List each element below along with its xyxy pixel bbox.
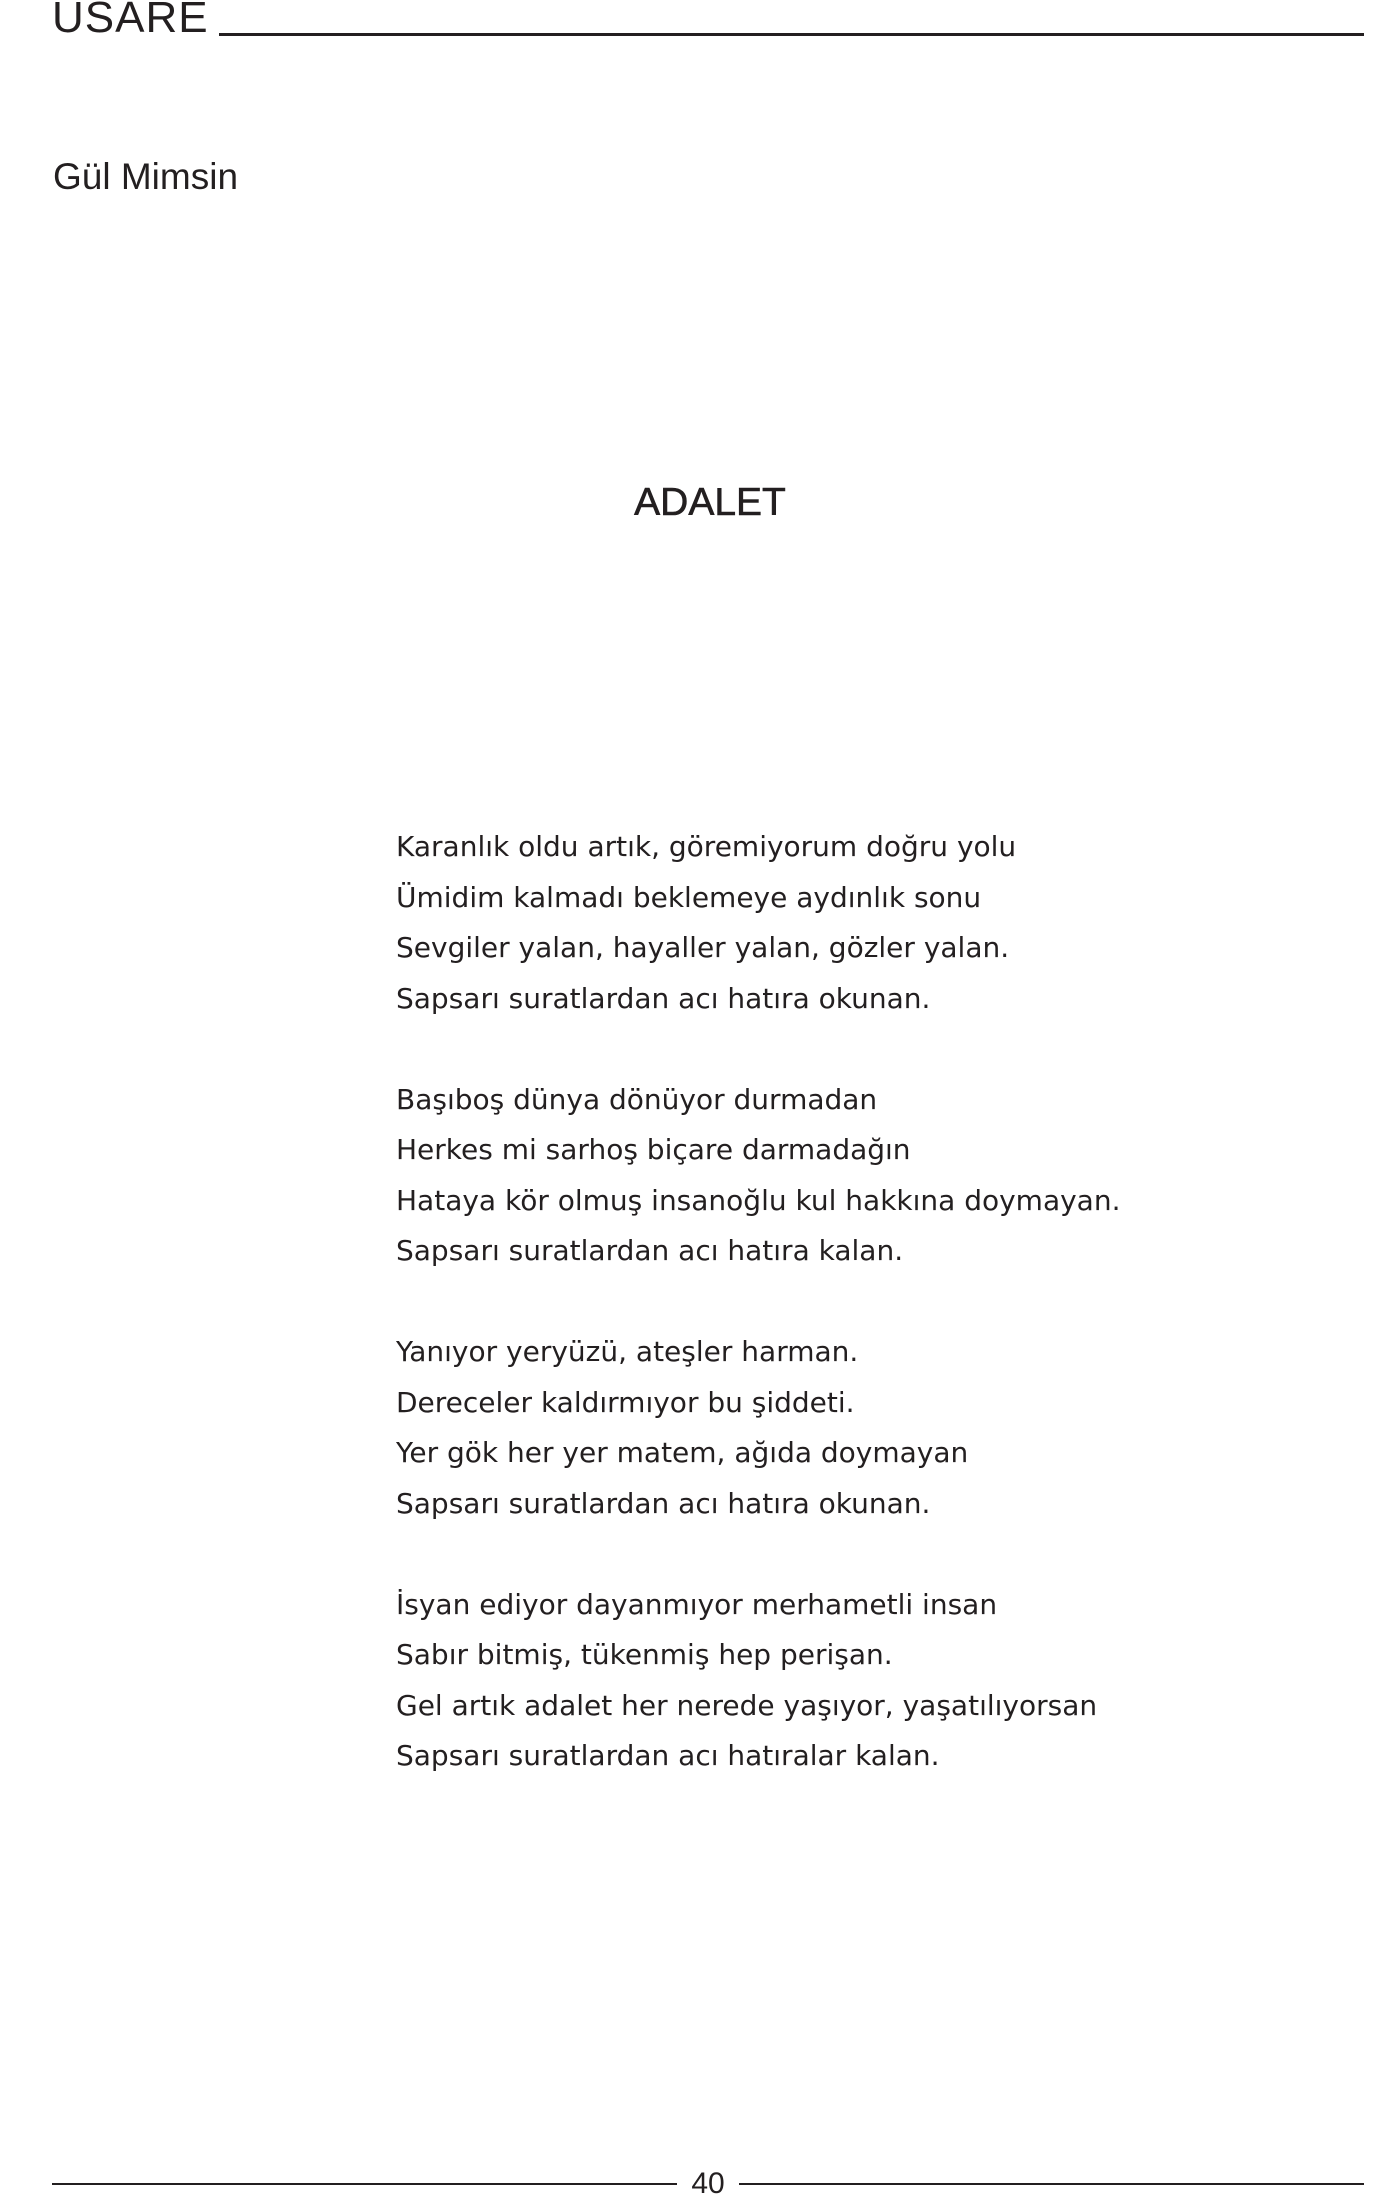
poem-line: Yanıyor yeryüzü, ateşler harman.: [396, 1335, 859, 1368]
poem-line: Karanlık oldu artık, göremiyorum doğru yolu: [396, 830, 1017, 863]
page-header: [52, 0, 1364, 40]
page-footer: [52, 2164, 1364, 2204]
page-number: 40: [691, 2167, 725, 2200]
journal-name: USARE: [52, 0, 209, 42]
stanza-2: [396, 1075, 1296, 1277]
poem-line: Dereceler kaldırmıyor bu şiddeti.: [396, 1385, 855, 1419]
poem-line: Ümidim kalmadı beklemeye aydınlık sonu: [396, 880, 982, 914]
poem-line: Herkes mi sarhoş biçare darmadağın: [396, 1133, 911, 1166]
poem-line: Sapsarı suratlardan acı hatıra okunan.: [396, 981, 931, 1015]
author-name: Gül Mimsin: [53, 156, 239, 197]
poem-line: Hataya kör olmuş insanoğlu kul hakkına doymayan.: [396, 1183, 1121, 1217]
poem-line: Başıboş dünya dönüyor durmadan: [396, 1082, 878, 1116]
poem-line: İsyan ediyor dayanmıyor merhametli insan: [396, 1587, 998, 1621]
poem-line: Sapsarı suratlardan acı hatıra okunan.: [396, 1486, 931, 1520]
header-rule: [219, 33, 1364, 36]
poem-line: Sevgiler yalan, hayaller yalan, gözler yalan.: [396, 931, 1010, 964]
poem-line: Gel artık adalet her nerede yaşıyor, yaşatılıyorsan: [396, 1688, 1098, 1722]
poem-line: Sapsarı suratlardan acı hatıra kalan.: [396, 1234, 904, 1267]
stanza-1: [396, 822, 1296, 1024]
footer-rule-right: [739, 2183, 1364, 2185]
stanza-4: [396, 1580, 1296, 1782]
poem-line: Yer gök her yer matem, ağıda doymayan: [396, 1436, 969, 1469]
stanza-3: [396, 1327, 1296, 1529]
poem-line: Sabır bitmiş, tükenmiş hep perişan.: [396, 1638, 893, 1671]
poem-body: [396, 822, 1296, 1832]
footer-rule-left: [52, 2183, 677, 2185]
poem-line: Sapsarı suratlardan acı hatıralar kalan.: [396, 1739, 940, 1772]
poem-title: ADALET: [634, 481, 786, 525]
